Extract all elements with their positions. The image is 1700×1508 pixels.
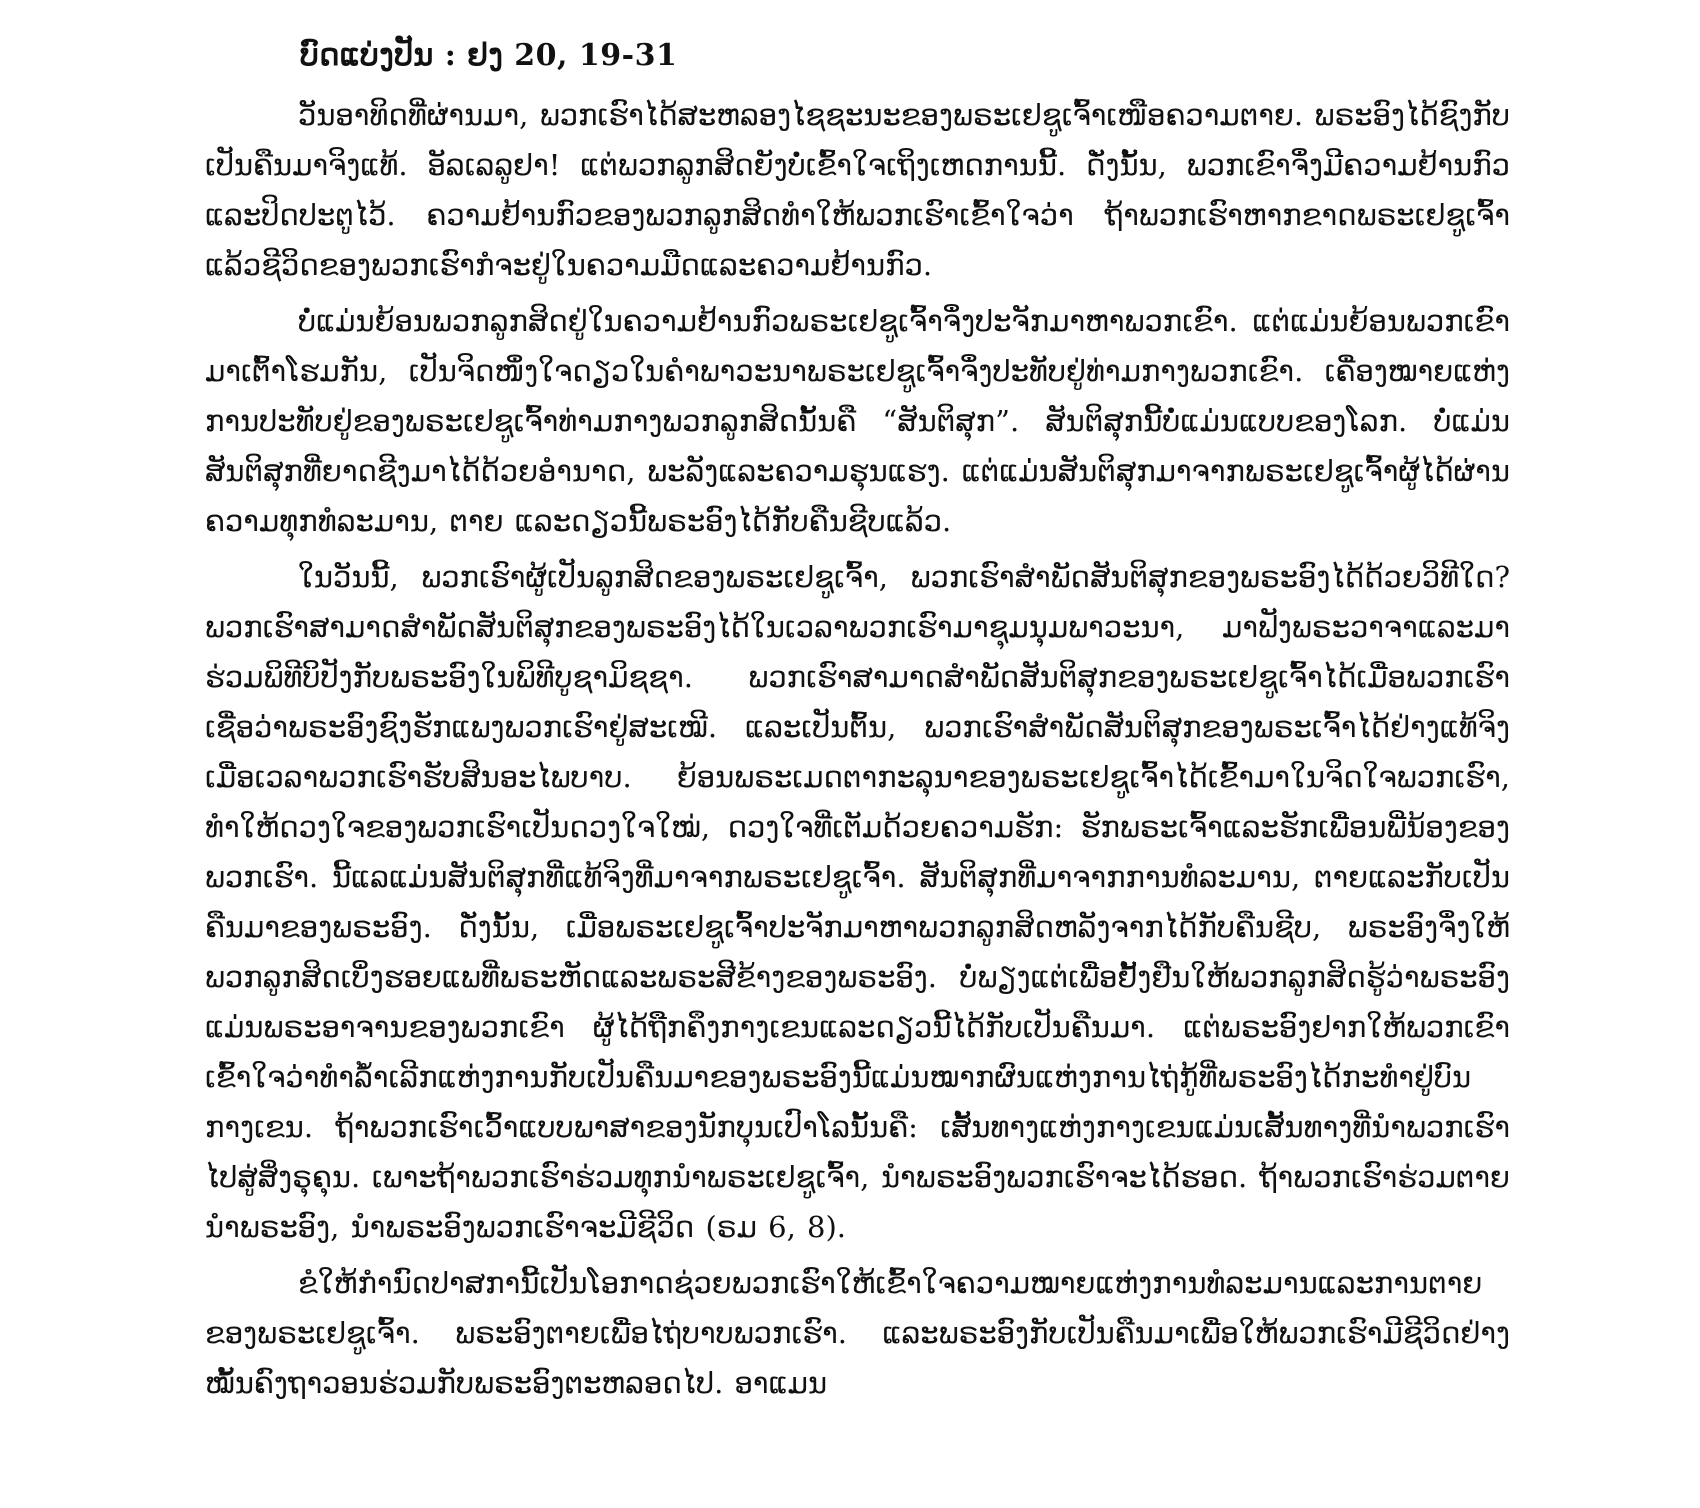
- paragraph-2: ບໍ່ແມ່ນຍ້ອນພວກລູກສິດຢູ່ໃນຄວາມຢ້ານກົວພຣະເຢຊູເຈົ້າຈຶ່ງປະຈັກມາຫາພວກເຂົາ. ແຕ່ແມ່ນຍ້ອນພວກເຂົາມາເຕົ້າໂຮມກັນ, ເປັນຈິດໜຶ່ງໃຈດຽວໃນຄຳພາວະນາພຣະເຢຊູເຈົ້າຈຶ່ງປະທັບຢູ່ທ່າມກາງພວກເຂົາ. ເຄື່ອງໝາຍແຫ່ງການປະທັບຢູ່ຂອງພຣະເຢຊູເຈົ້າທ່າມກາງພວກລູກສິດນັ້ນຄື “ສັນຕິສຸກ”. ສັນຕິສຸກນີ້ບໍ່ແມ່ນແບບຂອງໂລກ. ບໍ່ແມ່ນສັນຕິສຸກທີ່ຍາດຊີງມາໄດ້ດ້ວຍອຳນາດ, ພະລັງແລະຄວາມຮຸນແຮງ. ແຕ່ແມ່ນສັນຕິສຸກມາຈາກພຣະເຢຊູເຈົ້າຜູ້ໄດ້ຜ່ານຄວາມທຸກທໍລະມານ, ຕາຍ ແລະດຽວນີ້ພຣະອົງໄດ້ກັບຄືນຊີບແລ້ວ.: [205, 304, 1510, 538]
- document-heading: ບົດແບ່ງປັນ : ຢງ 20, 19-31: [300, 38, 678, 73]
- paragraph-3: ໃນວັນນີ້, ພວກເຮົາຜູ້ເປັນລູກສິດຂອງພຣະເຢຊູເຈົ້າ, ພວກເຮົາສຳພັດສັນຕິສຸກຂອງພຣະອົງໄດ້ດ້ວຍວິທີໃດ? ພວກເຮົາສາມາດສຳພັດສັນຕິສຸກຂອງພຣະອົງໄດ້ໃນເວລາພວກເຮົາມາຊຸມນຸມພາວະນາ, ມາຟັງພຣະວາຈາແລະມາຮ່ວມພິທີບິປັງກັບພຣະອົງໃນພິທີບູຊາມິຊຊາ. ພວກເຮົາສາມາດສຳພັດສັນຕິສຸກຂອງພຣະເຢຊູເຈົ້າໄດ້ເມື່ອພວກເຮົາເຊື່ອວ່າພຣະອົງຊົງຮັກແພງພວກເຮົາຢູ່ສະເໝີ. ແລະເປັນຕົ້ນ, ພວກເຮົາສຳພັດສັນຕິສຸກຂອງພຣະເຈົ້າໄດ້ຢ່າງແທ້ຈິງເມື່ອເວລາພວກເຮົາຮັບສິນອະໄພບາບ. ຍ້ອນພຣະເມດຕາກະລຸນາຂອງພຣະເຢຊູເຈົ້າໄດ້ເຂົ້າມາໃນຈິດໃຈພວກເຮົາ, ທຳໃຫ້ດວງໃຈຂອງພວກເຮົາເປັນດວງໃຈໃໝ່, ດວງໃຈທີ່ເຕັມດ້ວຍຄວາມຮັກ: ຮັກພຣະເຈົ້າແລະຮັກເພື່ອນພີ່ນ້ອງຂອງພວກເຮົາ. ນີ້ແລແມ່ນສັນຕິສຸກທີ່ແທ້ຈິງທີ່ມາຈາກພຣະເຢຊູເຈົ້າ. ສັນຕິສຸກທີ່ມາຈາກການທໍລະມານ, ຕາຍແລະກັບເປັນຄືນມາຂອງພຣະອົງ. ດັ່ງນັ້ນ, ເມື່ອພຣະເຢຊູເຈົ້າປະຈັກມາຫາພວກລູກສິດຫລັງຈາກໄດ້ກັບຄືນຊີບ, ພຣະອົງຈຶ່ງໃຫ້ພວກລູກສິດເບິ່ງຮອຍແພທີ່ພຣະຫັດແລະພຣະສີຂ້າງຂອງພຣະອົງ. ບໍ່ພຽງແຕ່ເພື່ອຢັ້ງຢືນໃຫ້ພວກລູກສິດຮູ້ວ່າພຣະອົງແມ່ນພຣະອາຈານຂອງພວກເຂົາ ຜູ້ໄດ້ຖືກຄຶງກາງເຂນແລະດຽວນີ້ໄດ້ກັບເປັນຄືນມາ. ແຕ່ພຣະອົງຢາກໃຫ້ພວກເຂົາເຂົ້າໃຈວ່າທຳລ້ຳເລີກແຫ່ງການກັບເປັນຄືນມາຂອງພຣະອົງນີ້ແມ່ນໝາກຜົນແຫ່ງການໄຖ່ກູ້ທີ່ພຣະອົງໄດ້ກະທຳຢູ່ບົນກາງເຂນ. ຖ້າພວກເຮົາເວົ້າແບບພາສາຂອງນັກບຸນເປົາໂລນັ້ນຄື: ເສັ້ນທາງແຫ່ງກາງເຂນແມ່ນເສັ້ນທາງທີ່ນຳພວກເຮົາໄປສູ່ສິ່ງຣຸຄຸນ. ເພາະຖ້າພວກເຮົາຮ່ວມທຸກນຳພຣະເຢຊູເຈົ້າ, ນຳພຣະອົງພວກເຮົາຈະໄດ້ຮອດ. ຖ້າພວກເຮົາຮ່ວມຕາຍນຳພຣະອົງ, ນຳພຣະອົງພວກເຮົາຈະມີຊີວິດ (ຣມ 6, 8).: [205, 560, 1510, 1244]
- document-page: [205, 34, 1510, 1414]
- paragraph-1: ວັນອາທິດທີ່ຜ່ານມາ, ພວກເຮົາໄດ້ສະຫລອງໄຊຊະນະຂອງພຣະເຢຊູເຈົ້າເໜືອຄວາມຕາຍ. ພຣະອົງໄດ້ຊົງກັບເປັນຄືນມາຈິງແທ້. ອັລເລລູຢາ! ແຕ່ພວກລູກສິດຍັງບໍ່ເຂົ້າໃຈເຖິງເຫດການນີ້. ດັ່ງນັ້ນ, ພວກເຂົາຈຶ່ງມີຄວາມຢ້ານກົວແລະປິດປະຕູໄວ້. ຄວາມຢ້ານກົວຂອງພວກລູກສິດທຳໃຫ້ພວກເຮົາເຂົ້າໃຈວ່າ ຖ້າພວກເຮົາຫາກຂາດພຣະເຢຊູເຈົ້າແລ້ວຊີວິດຂອງພວກເຮົາກໍຈະຢູ່ໃນຄວາມມືດແລະຄວາມຢ້ານກົວ.: [205, 98, 1510, 282]
- paragraph-4: ຂໍໃຫ້ກຳນົດປາສການີ້ເປັນໂອກາດຊ່ວຍພວກເຮົາໃຫ້ເຂົ້າໃຈຄວາມໝາຍແຫ່ງການທໍລະມານແລະການຕາຍຂອງພຣະເຢຊູເຈົ້າ. ພຣະອົງຕາຍເພື່ອໄຖ່ບາບພວກເຮົາ. ແລະພຣະອົງກັບເປັນຄືນມາເພື່ອໃຫ້ພວກເຮົາມີຊີວິດຢ່າງໝັ້ນຄົງຖາວອນຮ່ວມກັບພຣະອົງຕະຫລອດໄປ. ອາແມນ: [205, 1266, 1510, 1400]
